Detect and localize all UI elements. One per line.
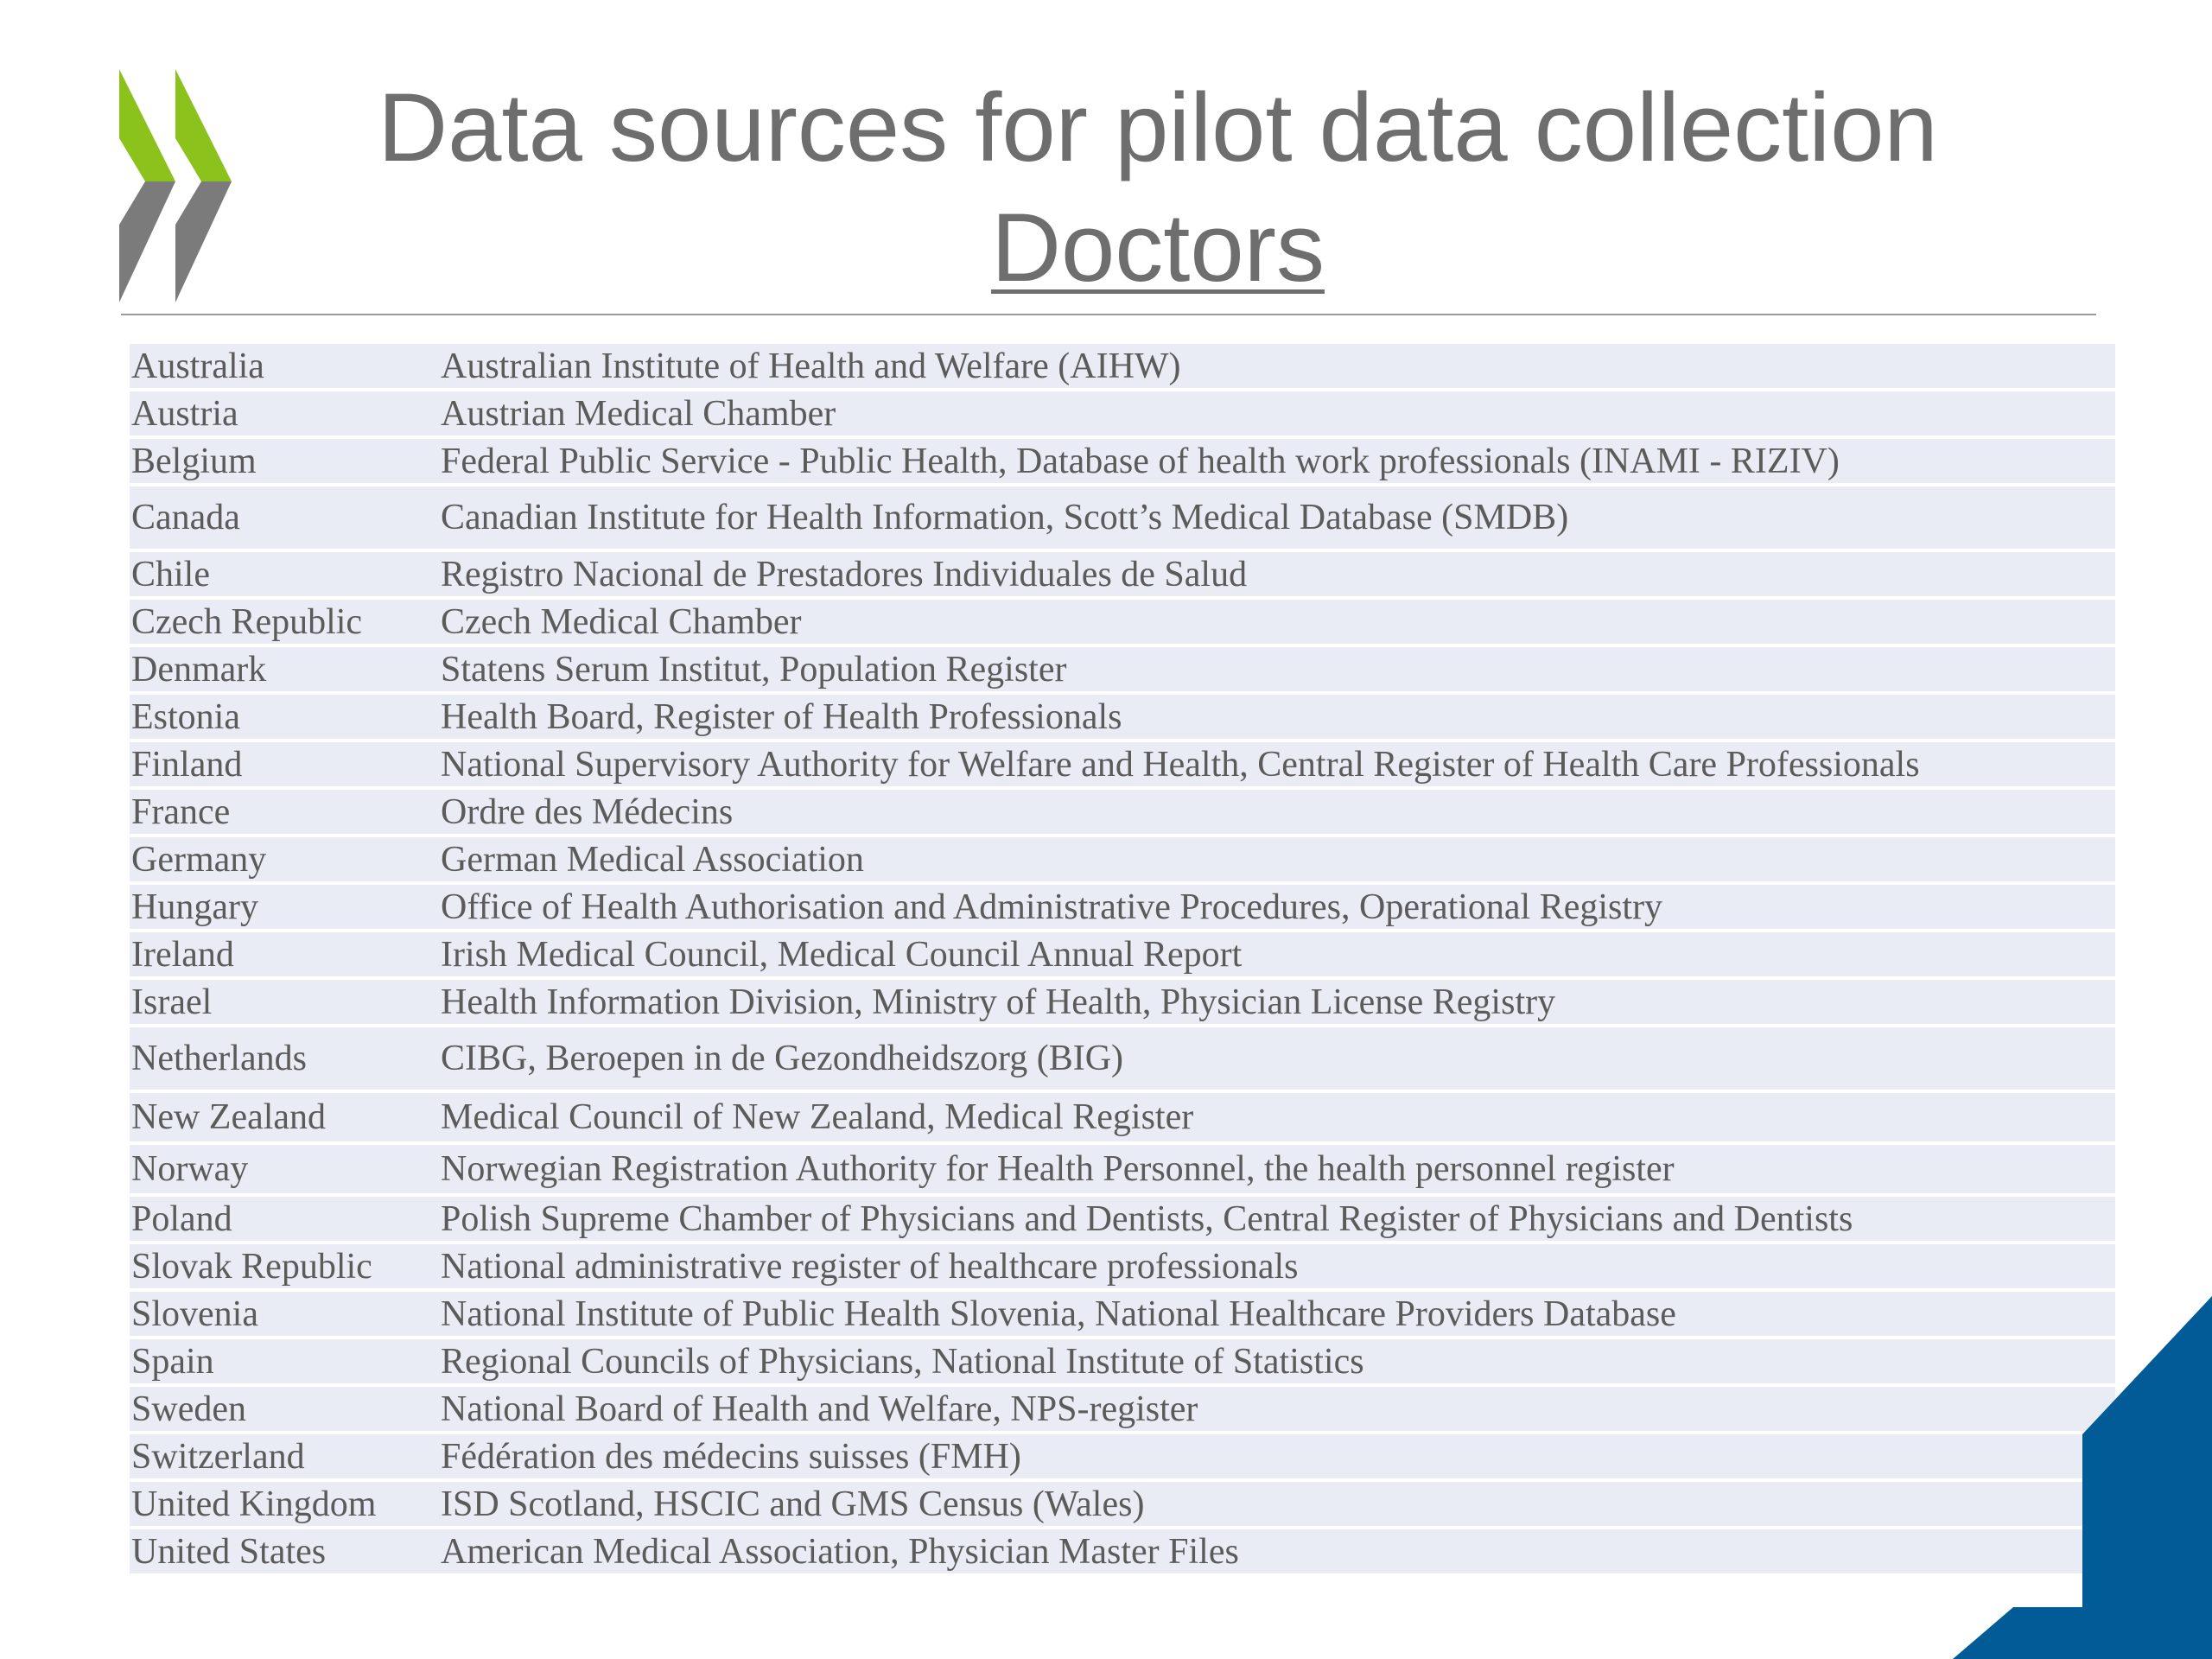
country-cell: Finland — [130, 742, 434, 786]
table-row — [130, 1387, 2115, 1431]
table-row — [130, 552, 2115, 596]
table-row — [130, 980, 2115, 1024]
data-source-cell: National Supervisory Authority for Welfare and Health, Central Register of Health Care Professionals — [434, 742, 2115, 786]
corner-blue-shape — [1953, 1296, 2212, 1659]
table-row — [130, 1145, 2115, 1193]
corner-decoration — [1953, 1296, 2212, 1659]
country-cell: Spain — [130, 1339, 434, 1383]
table-row — [130, 439, 2115, 483]
country-cell: Canada — [130, 486, 434, 549]
country-cell: Austria — [130, 391, 434, 435]
data-source-cell: Health Information Division, Ministry of Health, Physician License Registry — [434, 980, 2115, 1024]
data-source-cell: Australian Institute of Health and Welfare (AIHW) — [434, 344, 2115, 388]
logo-chevron-left-green — [119, 69, 175, 181]
slide-subtitle-text: Doctors — [991, 194, 1325, 302]
oecd-chevron-logo-icon — [119, 69, 236, 302]
data-source-cell: American Medical Association, Physician Master Files — [434, 1529, 2115, 1573]
table-row — [130, 1434, 2115, 1478]
country-cell: Netherlands — [130, 1027, 434, 1090]
country-cell: Hungary — [130, 885, 434, 929]
table-row — [130, 1529, 2115, 1573]
title-divider — [121, 314, 2096, 315]
data-source-cell: Statens Serum Institut, Population Register — [434, 647, 2115, 691]
country-cell: Switzerland — [130, 1434, 434, 1478]
country-cell: United States — [130, 1529, 434, 1573]
table-row — [130, 790, 2115, 834]
data-source-cell: Czech Medical Chamber — [434, 600, 2115, 644]
data-source-cell: Irish Medical Council, Medical Council Annual Report — [434, 932, 2115, 976]
data-source-cell: Austrian Medical Chamber — [434, 391, 2115, 435]
country-cell: Denmark — [130, 647, 434, 691]
data-source-cell: Registro Nacional de Prestadores Individuales de Salud — [434, 552, 2115, 596]
table-row — [130, 1482, 2115, 1526]
table-row — [130, 837, 2115, 881]
logo-chevron-left-gray — [119, 181, 175, 302]
logo-chevron-right-green — [175, 69, 232, 181]
data-source-cell: Polish Supreme Chamber of Physicians and Dentists, Central Register of Physicians and Dentists — [434, 1197, 2115, 1241]
table-row — [130, 391, 2115, 435]
country-cell: Chile — [130, 552, 434, 596]
data-source-cell: Ordre des Médecins — [434, 790, 2115, 834]
table-row — [130, 695, 2115, 739]
table-row — [130, 486, 2115, 549]
data-source-cell: Federal Public Service - Public Health, Database of health work professionals (INAMI - RIZIV) — [434, 439, 2115, 483]
data-sources-table-body — [130, 344, 2115, 1573]
slide-title: Data sources for pilot data collection — [378, 73, 1938, 181]
table-row — [130, 600, 2115, 644]
country-cell: Ireland — [130, 932, 434, 976]
country-cell: Norway — [130, 1145, 434, 1193]
country-cell: Poland — [130, 1197, 434, 1241]
country-cell: Estonia — [130, 695, 434, 739]
data-source-cell: German Medical Association — [434, 837, 2115, 881]
data-source-cell: ISD Scotland, HSCIC and GMS Census (Wales) — [434, 1482, 2115, 1526]
logo-chevron-right-gray — [175, 181, 232, 302]
table-row — [130, 344, 2115, 388]
table-row — [130, 932, 2115, 976]
table-row — [130, 742, 2115, 786]
country-cell: Belgium — [130, 439, 434, 483]
data-sources-table — [130, 340, 2115, 1577]
country-cell: Slovenia — [130, 1292, 434, 1336]
table-row — [130, 885, 2115, 929]
table-row — [130, 647, 2115, 691]
data-source-cell: National Institute of Public Health Slovenia, National Healthcare Providers Database — [434, 1292, 2115, 1336]
country-cell: United Kingdom — [130, 1482, 434, 1526]
table-row — [130, 1027, 2115, 1090]
slide-subtitle — [259, 188, 2056, 308]
country-cell: Czech Republic — [130, 600, 434, 644]
country-cell: Australia — [130, 344, 434, 388]
data-source-cell: National Board of Health and Welfare, NPS-register — [434, 1387, 2115, 1431]
data-source-cell: CIBG, Beroepen in de Gezondheidszorg (BIG) — [434, 1027, 2115, 1090]
data-source-cell: Office of Health Authorisation and Administrative Procedures, Operational Registry — [434, 885, 2115, 929]
data-source-cell: Canadian Institute for Health Information, Scott’s Medical Database (SMDB) — [434, 486, 2115, 549]
table-row — [130, 1244, 2115, 1288]
country-cell: France — [130, 790, 434, 834]
table-row — [130, 1292, 2115, 1336]
data-source-cell: Regional Councils of Physicians, National Institute of Statistics — [434, 1339, 2115, 1383]
country-cell: Slovak Republic — [130, 1244, 434, 1288]
data-source-cell: Fédération des médecins suisses (FMH) — [434, 1434, 2115, 1478]
country-cell: Israel — [130, 980, 434, 1024]
country-cell: New Zealand — [130, 1093, 434, 1141]
data-source-cell: Medical Council of New Zealand, Medical Register — [434, 1093, 2115, 1141]
table-row — [130, 1093, 2115, 1141]
country-cell: Sweden — [130, 1387, 434, 1431]
table-row — [130, 1197, 2115, 1241]
data-source-cell: National administrative register of healthcare professionals — [434, 1244, 2115, 1288]
data-source-cell: Norwegian Registration Authority for Health Personnel, the health personnel register — [434, 1145, 2115, 1193]
data-source-cell: Health Board, Register of Health Professionals — [434, 695, 2115, 739]
table-row — [130, 1339, 2115, 1383]
title-block — [259, 67, 2056, 308]
country-cell: Germany — [130, 837, 434, 881]
